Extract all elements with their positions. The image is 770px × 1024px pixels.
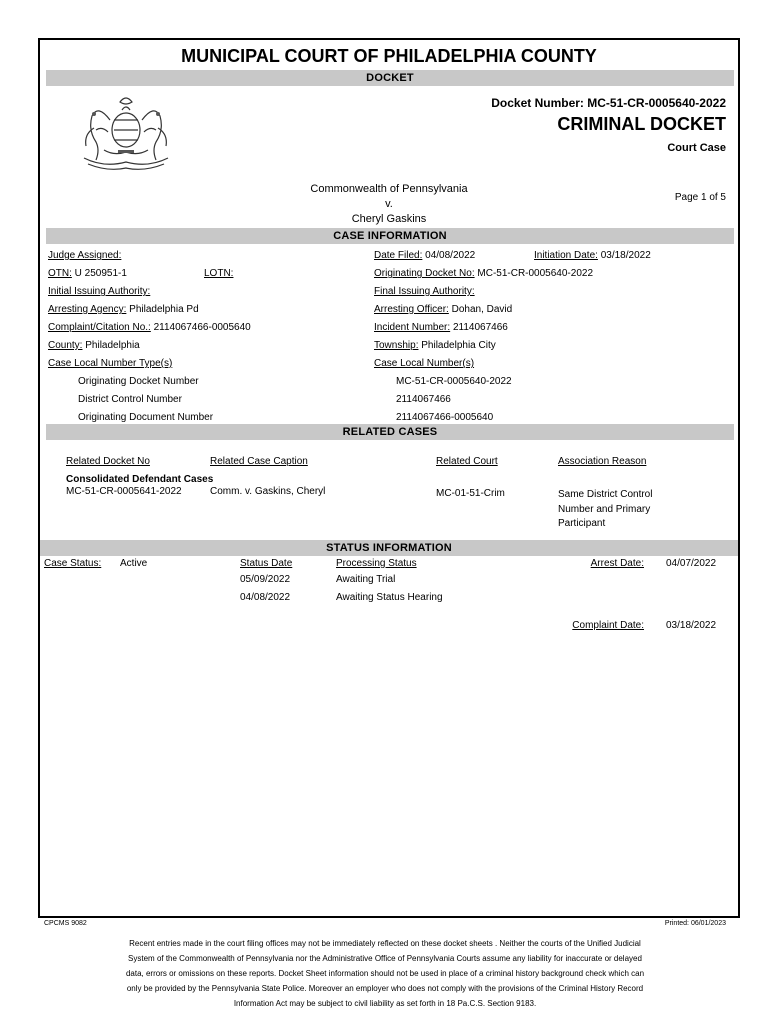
col-related-court: Related Court [436,456,498,467]
arrest-date: 04/07/2022 [666,558,717,569]
final-issuing-authority-label: Final Issuing Authority: [374,286,475,297]
complaint-date: 03/18/2022 [666,620,717,631]
arresting-agency: Arresting Agency: Philadelphia Pd [48,304,199,315]
related-group: Consolidated Defendant Cases [66,474,214,485]
case-status: Active [120,558,148,569]
local-number-label: Case Local Number(s) [374,358,475,369]
otn: OTN: U 250951-1 [48,268,127,279]
docket-number: Docket Number: MC-51-CR-0005640-2022 [491,96,726,110]
date-filed: Date Filed: 04/08/2022 [374,250,476,261]
association-reason: Same District Control Number and Primary Participant [558,489,653,529]
docket-page [38,38,740,918]
related-caption: Comm. v. Gaskins, Cheryl [210,486,326,497]
case-caption [40,182,738,227]
status-information-bar: STATUS INFORMATION [40,540,738,556]
processing-status: Awaiting Trial [336,574,396,585]
status-date-label: Status Date [240,558,293,569]
complaint-date-label: Complaint Date: [572,620,644,631]
case-type: Court Case [667,142,726,154]
related-docket: MC-51-CR-0005641-2022 [66,486,182,497]
case-information-bar: CASE INFORMATION [46,228,734,244]
docket-type: CRIMINAL DOCKET [557,114,726,134]
col-related-caption: Related Case Caption [210,456,308,467]
local-number-type-label: Case Local Number Type(s) [48,358,173,369]
status-date: 04/08/2022 [240,592,291,603]
originating-docket: Originating Docket No: MC-51-CR-0005640-2022 [374,268,594,279]
local-number: 2114067466 [396,394,451,405]
disclaimer: Recent entries made in the court filing offices may not be immediately reflected on these docket sheets . Neither the courts of the Unified Judicial System of the Commonwealth of Pennsylvania nor the Administrative Office of Pennsylvania Courts assume any liability for inaccurate or delayed data, errors or omissions on these reports. Docket Sheet information should not be used in place of a criminal history background check which can only be provided by the Pennsylvania State Police. Moreover an employer who does not comply with the provisions of the Criminal History Record Information Act may be subject to civil liability as set forth in 18 Pa.C.S. Section 9183. [125,939,645,1008]
lotn-label: LOTN: [204,268,234,279]
page-indicator: Page 1 of 5 [674,192,726,203]
court-title: MUNICIPAL COURT OF PHILADELPHIA COUNTY [181,46,597,66]
initiation-date: Initiation Date: 03/18/2022 [534,250,651,261]
related-cases-bar: RELATED CASES [46,424,734,440]
defendant: Cheryl Gaskins [351,213,427,225]
status-date: 05/09/2022 [240,574,291,585]
judge-assigned-label: Judge Assigned: [48,250,122,261]
local-number-type: Originating Docket Number [78,376,199,387]
docket-bar: DOCKET [46,70,734,86]
form-id: CPCMS 9082 [44,920,87,927]
printed-date: Printed: 06/01/2023 [664,920,726,927]
col-related-docket: Related Docket No [66,456,150,467]
local-number: 2114067466-0005640 [396,412,494,423]
processing-status-label: Processing Status [336,558,417,569]
local-number-type: Originating Document Number [78,412,214,423]
complaint-citation-no: Complaint/Citation No.: 2114067466-0005640 [48,322,251,333]
incident-number: Incident Number: 2114067466 [374,322,508,333]
county: County: Philadelphia [48,340,140,351]
local-number: MC-51-CR-0005640-2022 [396,376,512,387]
plaintiff: Commonwealth of Pennsylvania [310,183,468,195]
versus: v. [385,198,393,210]
arrest-date-label: Arrest Date: [590,558,644,569]
related-court: MC-01-51-Crim [436,488,505,499]
township: Township: Philadelphia City [374,340,496,351]
processing-status: Awaiting Status Hearing [336,592,443,603]
arresting-officer: Arresting Officer: Dohan, David [374,304,513,315]
local-number-type: District Control Number [78,394,182,405]
case-status-label: Case Status: [44,558,102,569]
col-association-reason: Association Reason [558,456,647,467]
initial-issuing-authority-label: Initial Issuing Authority: [48,286,151,297]
pennsylvania-seal-icon [74,90,178,177]
